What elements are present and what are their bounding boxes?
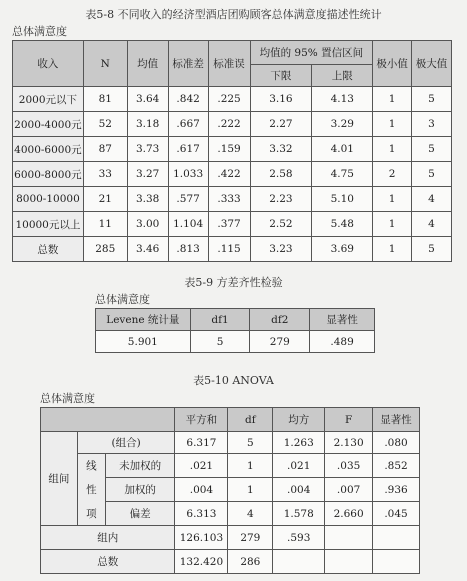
max-value: 4 (412, 187, 452, 212)
row-label: 加权的 (105, 478, 175, 502)
n-value: 33 (83, 162, 127, 187)
lower-value: 2.52 (250, 212, 312, 237)
header-sig: 显著性 (310, 309, 375, 331)
within-groups-label: 组内 (41, 526, 175, 550)
income-label: 2000元以下 (13, 87, 84, 112)
header-sd: 标准差 (168, 41, 208, 87)
se-value: .377 (208, 212, 250, 237)
row-label: 偏差 (105, 502, 175, 526)
max-value: 5 (412, 87, 452, 112)
table-row (13, 87, 452, 112)
total-row (13, 237, 452, 262)
mean-value: 3.64 (127, 87, 168, 112)
table-row (96, 331, 375, 353)
f-value (325, 550, 373, 574)
table-row (13, 162, 452, 187)
table-row (13, 212, 452, 237)
df1-value: 5 (190, 331, 250, 353)
header-df2: df2 (250, 309, 310, 331)
max-value: 3 (412, 112, 452, 137)
ss-value: 6.313 (175, 502, 228, 526)
header-ss: 平方和 (175, 408, 228, 432)
n-value: 11 (83, 212, 127, 237)
upper-value: 3.69 (312, 237, 373, 262)
min-value: 1 (373, 187, 412, 212)
se-value: .159 (208, 137, 250, 162)
header-income: 收入 (13, 41, 84, 87)
se-value: .115 (208, 237, 250, 262)
lower-value: 2.58 (250, 162, 312, 187)
lower-value: 2.23 (250, 187, 312, 212)
table-5-8-subtitle: 总体满意度 (12, 25, 67, 38)
ss-value: 126.103 (175, 526, 228, 550)
se-value: .222 (208, 112, 250, 137)
sig-value (373, 526, 420, 550)
table-row (41, 526, 420, 550)
header-df1: df1 (190, 309, 250, 331)
sd-value: .813 (168, 237, 208, 262)
min-value: 1 (373, 237, 412, 262)
min-value: 1 (373, 87, 412, 112)
upper-value: 4.75 (312, 162, 373, 187)
n-value: 52 (83, 112, 127, 137)
header-mean: 均值 (127, 41, 168, 87)
upper-value: 4.01 (312, 137, 373, 162)
upper-value: 3.29 (312, 112, 373, 137)
table-row (13, 187, 452, 212)
sd-value: .617 (168, 137, 208, 162)
table-row (41, 550, 420, 574)
max-value: 5 (412, 137, 452, 162)
ms-value: .021 (273, 454, 325, 478)
sig-value: .489 (310, 331, 375, 353)
df2-value: 279 (250, 331, 310, 353)
between-groups-label: 组间 (41, 432, 78, 526)
header-blank (41, 408, 175, 432)
header-ci-upper: 上限 (312, 65, 373, 87)
lower-value: 3.23 (250, 237, 312, 262)
df-value: 279 (228, 526, 273, 550)
header-n: N (83, 41, 127, 87)
lower-value: 2.27 (250, 112, 312, 137)
ms-value: 1.578 (273, 502, 325, 526)
df-value: 4 (228, 502, 273, 526)
min-value: 1 (373, 212, 412, 237)
total-label: 总数 (41, 550, 175, 574)
ms-value (273, 550, 325, 574)
sig-value: .852 (373, 454, 420, 478)
levene-value: 5.901 (96, 331, 191, 353)
header-min: 极小值 (373, 41, 412, 87)
linear-term-label-3: 项 (77, 502, 105, 526)
upper-value: 5.48 (312, 212, 373, 237)
se-value: .422 (208, 162, 250, 187)
header-levene: Levene 统计量 (96, 309, 191, 331)
df-value: 1 (228, 478, 273, 502)
table-5-10-subtitle: 总体满意度 (40, 392, 95, 405)
table-row (13, 137, 452, 162)
ss-value: .004 (175, 478, 228, 502)
anova-table (40, 407, 420, 574)
ss-value: 132.420 (175, 550, 228, 574)
n-value: 285 (83, 237, 127, 262)
max-value: 4 (412, 212, 452, 237)
max-value: 5 (412, 162, 452, 187)
max-value: 5 (412, 237, 452, 262)
header-max: 极大值 (412, 41, 452, 87)
descriptive-stats-table (12, 40, 452, 262)
f-value: .007 (325, 478, 373, 502)
ss-value: .021 (175, 454, 228, 478)
sig-value: .045 (373, 502, 420, 526)
mean-value: 3.00 (127, 212, 168, 237)
ss-value: 6.317 (175, 432, 228, 454)
header-ci: 均值的 95% 置信区间 (250, 41, 373, 65)
ms-value: 1.263 (273, 432, 325, 454)
income-label: 10000元以上 (13, 212, 84, 237)
table-5-9-caption: 表5-9 方差齐性检验 (184, 276, 283, 289)
header-sig: 显著性 (373, 408, 420, 432)
row-label: 未加权的 (105, 454, 175, 478)
table-row (13, 112, 452, 137)
sig-value: .936 (373, 478, 420, 502)
mean-value: 3.18 (127, 112, 168, 137)
sig-value (373, 550, 420, 574)
n-value: 81 (83, 87, 127, 112)
ms-value: .004 (273, 478, 325, 502)
sd-value: .842 (168, 87, 208, 112)
n-value: 21 (83, 187, 127, 212)
linear-term-label-2: 性 (77, 478, 105, 502)
upper-value: 5.10 (312, 187, 373, 212)
levene-test-table (95, 308, 375, 353)
income-label: 总数 (13, 237, 84, 262)
income-label: 6000-8000元 (13, 162, 84, 187)
df-value: 5 (228, 432, 273, 454)
mean-value: 3.38 (127, 187, 168, 212)
min-value: 1 (373, 112, 412, 137)
row-label: (组合) (77, 432, 175, 454)
table-5-8-caption: 表5-8 不同收入的经济型酒店团购顾客总体满意度描述性统计 (85, 8, 382, 21)
min-value: 2 (373, 162, 412, 187)
header-df: df (228, 408, 273, 432)
mean-value: 3.46 (127, 237, 168, 262)
sd-value: 1.033 (168, 162, 208, 187)
linear-term-label-1: 线 (77, 454, 105, 478)
se-value: .333 (208, 187, 250, 212)
header-ci-lower: 下限 (250, 65, 312, 87)
table-row (41, 454, 420, 478)
ms-value: .593 (273, 526, 325, 550)
sd-value: .667 (168, 112, 208, 137)
income-label: 4000-6000元 (13, 137, 84, 162)
df-value: 1 (228, 454, 273, 478)
f-value: .035 (325, 454, 373, 478)
header-ms: 均方 (273, 408, 325, 432)
sig-value: .080 (373, 432, 420, 454)
f-value (325, 526, 373, 550)
table-5-10-caption: 表5-10 ANOVA (193, 374, 274, 387)
sd-value: .577 (168, 187, 208, 212)
mean-value: 3.27 (127, 162, 168, 187)
n-value: 87 (83, 137, 127, 162)
upper-value: 4.13 (312, 87, 373, 112)
df-value: 286 (228, 550, 273, 574)
header-se: 标准误 (208, 41, 250, 87)
lower-value: 3.16 (250, 87, 312, 112)
min-value: 1 (373, 137, 412, 162)
table-row (41, 432, 420, 454)
table-row (41, 502, 420, 526)
f-value: 2.660 (325, 502, 373, 526)
table-5-9-subtitle: 总体满意度 (95, 293, 150, 306)
sd-value: 1.104 (168, 212, 208, 237)
lower-value: 3.32 (250, 137, 312, 162)
income-label: 8000-10000 (13, 187, 84, 212)
table-row (41, 478, 420, 502)
header-f: F (325, 408, 373, 432)
se-value: .225 (208, 87, 250, 112)
income-label: 2000-4000元 (13, 112, 84, 137)
f-value: 2.130 (325, 432, 373, 454)
mean-value: 3.73 (127, 137, 168, 162)
